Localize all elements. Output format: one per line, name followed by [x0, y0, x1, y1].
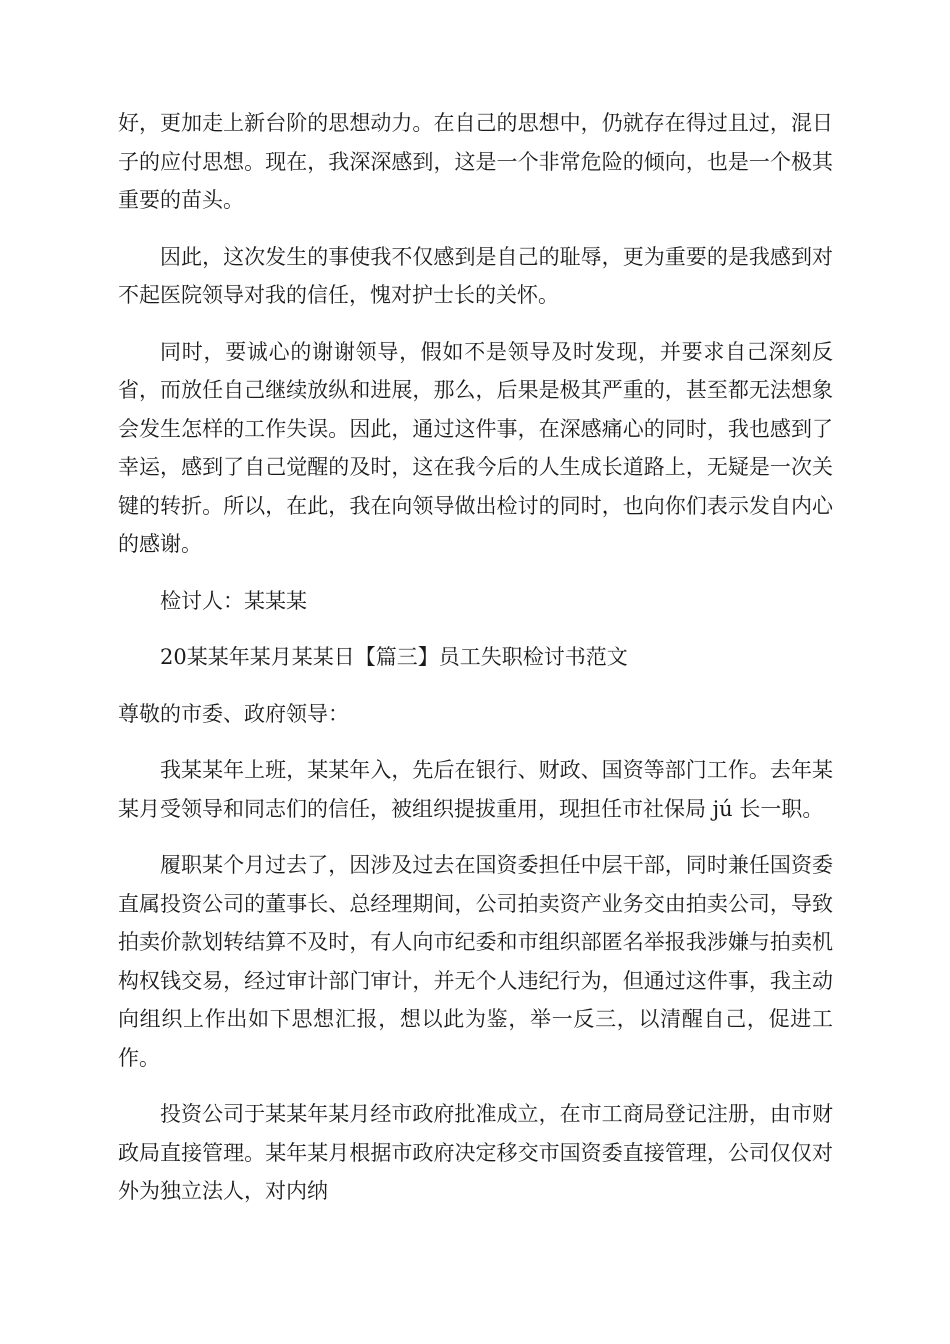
salutation: 尊敬的市委、政府领导： — [118, 701, 349, 726]
paragraph-shame: 因此，这次发生的事使我不仅感到是自己的耻辱，更为重要的是我感到对不起医院领导对我的信任，愧对护士长的关怀。 — [118, 244, 833, 307]
paragraph-company: 投资公司于某某年某月经市政府批准成立，在市工商局登记注册，由市财政局直接管理。某年某月根据市政府决定移交市国资委直接管理，公司仅仅对外为独立法人，对内纳 — [118, 1102, 833, 1203]
date-and-section-title: 20某某年某月某某日【篇三】员工失职检讨书范文 — [160, 645, 628, 669]
paragraph-continuation: 好，更加走上新台阶的思想动力。在自己的思想中，仍就存在得过且过，混日子的应付思想。现在，我深深感到，这是一个非常危险的倾向，也是一个极其重要的苗头。 — [118, 111, 833, 212]
paragraph-incident: 履职某个月过去了，因涉及过去在国资委担任中层干部，同时兼任国资委直属投资公司的董事长、总经理期间，公司拍卖资产业务交由拍卖公司，导致拍卖价款划转结算不及时，有人向市纪委和市组织部匿名举报我涉嫌与拍卖机构权钱交易，经过审计部门审计，并无个人违纪行为，但通过这件事，我主动向组织上作出如下思想汇报，想以此为鉴，举一反三，以清醒自己，促进工作。 — [118, 853, 833, 1070]
paragraph-background: 我某某年上班，某某年入，先后在银行、财政、国资等部门工作。去年某某月受领导和同志们的信任，被组织提拔重用，现担任市社保局 jú 长一职。 — [118, 758, 833, 821]
document-body — [118, 104, 833, 1211]
paragraph-thanks: 同时，要诚心的谢谢领导，假如不是领导及时发现，并要求自己深刻反省，而放任自己继续放纵和进展，那么，后果是极其严重的，甚至都无法想象会发生怎样的工作失误。因此，通过这件事，在深感痛心的同时，我也感到了幸运，感到了自己觉醒的及时，这在我今后的人生成长道路上，无疑是一次关键的转折。所以，在此，我在向领导做出检讨的同时，也向你们表示发自内心的感谢。 — [118, 339, 833, 556]
signature-line: 检讨人：某某某 — [160, 588, 307, 613]
